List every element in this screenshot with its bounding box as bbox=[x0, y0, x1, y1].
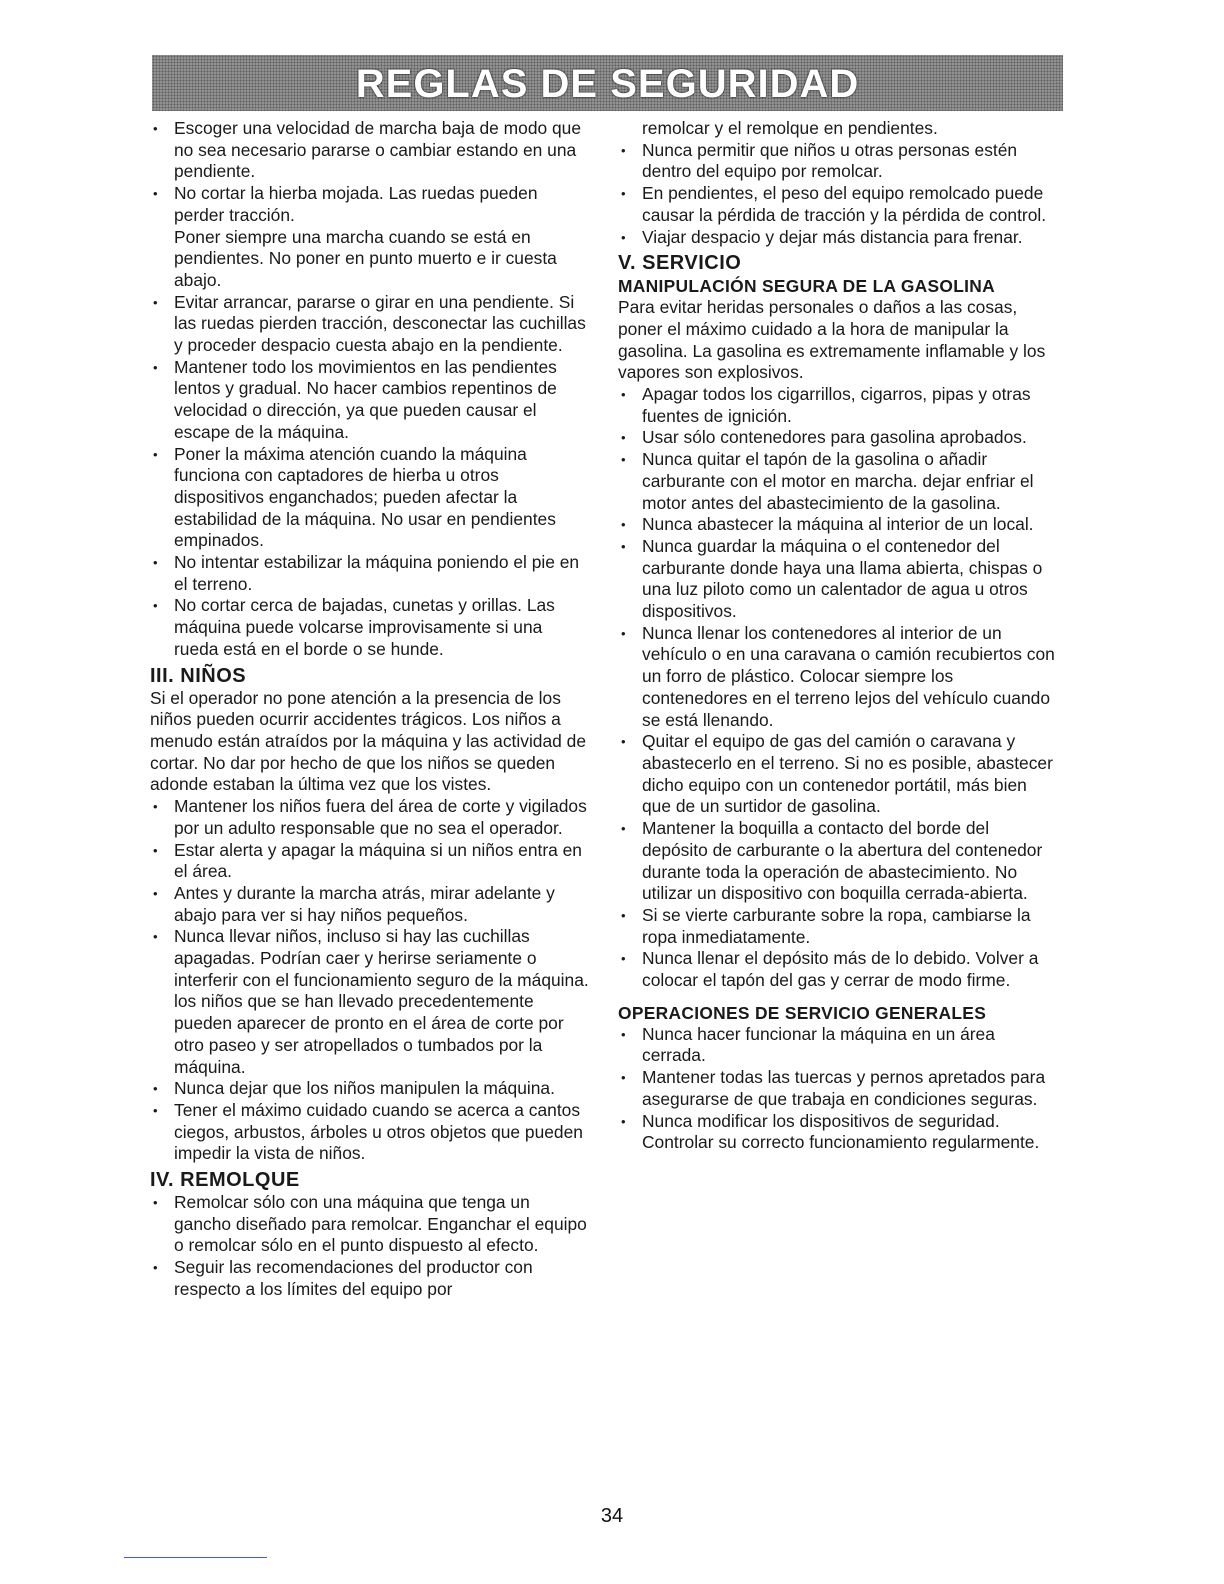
section-heading-servicio: V. SERVICIO bbox=[618, 252, 742, 275]
generales-list bbox=[618, 1024, 1058, 1154]
list-item: • Antes y durante la marcha atrás, mirar adelante y abajo para ver si hay niños pequeños. bbox=[150, 883, 590, 926]
list-item: • Quitar el equipo de gas del camión o caravana y abastecerlo en el terreno. Si no es posible, abastecer dicho equipo con un contenedor portátil, más bien que de un surtidor de gasolina. bbox=[618, 731, 1058, 818]
subheading-gasolina: MANIPULACIÓN SEGURA DE LA GASOLINA bbox=[618, 276, 996, 297]
list-item: • Mantener la boquilla a contacto del borde del depósito de carburante o la abertura del contenedor durante toda la operación de abastecimiento. No utilizar un dispositivo con boquilla cerrada-abierta. bbox=[618, 818, 1058, 905]
list-item: • Usar sólo contenedores para gasolina aprobados. bbox=[618, 427, 1058, 449]
list-item: • Mantener los niños fuera del área de corte y vigilados por un adulto responsable que no sea el operador. bbox=[150, 796, 590, 839]
list-item: • Escoger una velocidad de marcha baja de modo que no sea necesario pararse o cambiar estando en una pendiente. bbox=[150, 118, 590, 183]
subheading-generales: OPERACIONES DE SERVICIO GENERALES bbox=[618, 1002, 987, 1023]
page-number: 34 bbox=[600, 1505, 624, 1527]
page-title: REGLAS DE SEGURIDAD bbox=[355, 62, 860, 106]
list-item: • Nunca llenar los contenedores al interior de un vehículo o en una caravana o camión recubiertos con un forro de plástico. Colocar siempre los contenedores en el terreno lejos del vehículo cuando se está llenando. bbox=[618, 623, 1058, 732]
list-item: • Nunca llevar niños, incluso si hay las cuchillas apagadas. Podrían caer y herirse seriamente o interferir con el funcionamiento seguro de la máquina. los niños que se han llevado precedentemente pueden aparecer de pronto en el área de corte por otro paseo y ser atropellados o tumbados por la máquina. bbox=[150, 926, 590, 1078]
section-banner bbox=[152, 55, 1063, 111]
list-item: • Nunca quitar el tapón de la gasolina o añadir carburante con el motor en marcha. dejar enfriar el motor antes del abastecimiento de la gasolina. bbox=[618, 449, 1058, 514]
right-column bbox=[618, 118, 1058, 1154]
list-item: • Evitar arrancar, pararse o girar en una pendiente. Si las ruedas pierden tracción, desconectar las cuchillas y proceder despacio cuesta abajo en la pendiente. bbox=[150, 292, 590, 357]
scan-edge-line bbox=[124, 1557, 267, 1558]
section-heading-remolque: IV. REMOLQUE bbox=[150, 1169, 300, 1192]
list-item: • Mantener todas las tuercas y pernos apretados para asegurarse de que trabaja en condiciones seguras. bbox=[618, 1067, 1058, 1110]
list-item: • No cortar cerca de bajadas, cunetas y orillas. Las máquina puede volcarse improvisamente si una rueda está en el borde o se hunde. bbox=[150, 595, 590, 660]
list-item: • En pendientes, el peso del equipo remolcado puede causar la pérdida de tracción y la pérdida de control. bbox=[618, 183, 1058, 226]
list-item: • Seguir las recomendaciones del productor con respecto a los límites del equipo por bbox=[150, 1257, 590, 1300]
list-item: • Mantener todo los movimientos en las pendientes lentos y gradual. No hacer cambios repentinos de velocidad o dirección, ya que pueden causar el escape de la máquina. bbox=[150, 357, 590, 444]
list-item-text: No cortar la hierba mojada. Las ruedas pueden perder tracción. bbox=[174, 183, 538, 225]
remolque-list bbox=[150, 1192, 590, 1301]
list-item: • Viajar despacio y dejar más distancia para frenar. bbox=[618, 227, 1058, 249]
list-item: • Nunca abastecer la máquina al interior de un local. bbox=[618, 514, 1058, 536]
list-item-continuation: Poner siempre una marcha cuando se está en pendientes. No poner en punto muerto e ir cuesta abajo. bbox=[174, 226, 557, 290]
list-item: • Nunca dejar que los niños manipulen la máquina. bbox=[150, 1078, 590, 1100]
section-heading-ninos: III. NIÑOS bbox=[150, 664, 247, 687]
list-item bbox=[150, 183, 590, 292]
list-item: • Remolcar sólo con una máquina que tenga un gancho diseñado para remolcar. Enganchar el equipo o remolcar sólo en el punto dispuesto al efecto. bbox=[150, 1192, 590, 1257]
list-item: • Nunca hacer funcionar la máquina en un área cerrada. bbox=[618, 1024, 1058, 1067]
continued-text: remolcar y el remolque en pendientes. bbox=[642, 118, 938, 138]
left-column bbox=[150, 118, 590, 1301]
list-item: • Nunca modificar los dispositivos de seguridad. Controlar su correcto funcionamiento regularmente. bbox=[618, 1111, 1058, 1154]
slope-safety-list bbox=[150, 118, 590, 661]
list-item: • No intentar estabilizar la máquina poniendo el pie en el terreno. bbox=[150, 552, 590, 595]
list-item: • Nunca llenar el depósito más de lo debido. Volver a colocar el tapón del gas y cerrar de modo firme. bbox=[618, 948, 1058, 991]
section-intro-ninos: Si el operador no pone atención a la presencia de los niños pueden ocurrir accidentes trágicos. Los niños a menudo están atraídos por la máquina y las actividad de cortar. No dar por hecho de que los niños se queden adonde estaban la última vez que los vistes. bbox=[150, 687, 586, 795]
list-item: • Tener el máximo cuidado cuando se acerca a cantos ciegos, arbustos, árboles u otros objetos que pueden impedir la vista de niños. bbox=[150, 1100, 590, 1165]
section-intro-gasolina: Para evitar heridas personales o daños a las cosas, poner el máximo cuidado a la hora de manipular la gasolina. La gasolina es extremamente inflamable y los vapores son explosivos. bbox=[618, 297, 1046, 383]
list-item: • Nunca permitir que niños u otras personas estén dentro del equipo por remolcar. bbox=[618, 140, 1058, 183]
list-item: • Apagar todos los cigarrillos, cigarros, pipas y otras fuentes de ignición. bbox=[618, 384, 1058, 427]
list-item: • Poner la máxima atención cuando la máquina funciona con captadores de hierba u otros dispositivos enganchados; pueden afectar la estabilidad de la máquina. No usar en pendientes empinados. bbox=[150, 444, 590, 553]
ninos-list bbox=[150, 796, 590, 1165]
list-item: • Si se vierte carburante sobre la ropa, cambiarse la ropa inmediatamente. bbox=[618, 905, 1058, 948]
gasolina-list bbox=[618, 384, 1058, 992]
list-item: • Estar alerta y apagar la máquina si un niños entra en el área. bbox=[150, 840, 590, 883]
remolque-list-continued bbox=[618, 140, 1058, 249]
list-item: • Nunca guardar la máquina o el contenedor del carburante donde haya una llama abierta, chispas o una luz piloto como un calentador de agua u otros dispositivos. bbox=[618, 536, 1058, 623]
